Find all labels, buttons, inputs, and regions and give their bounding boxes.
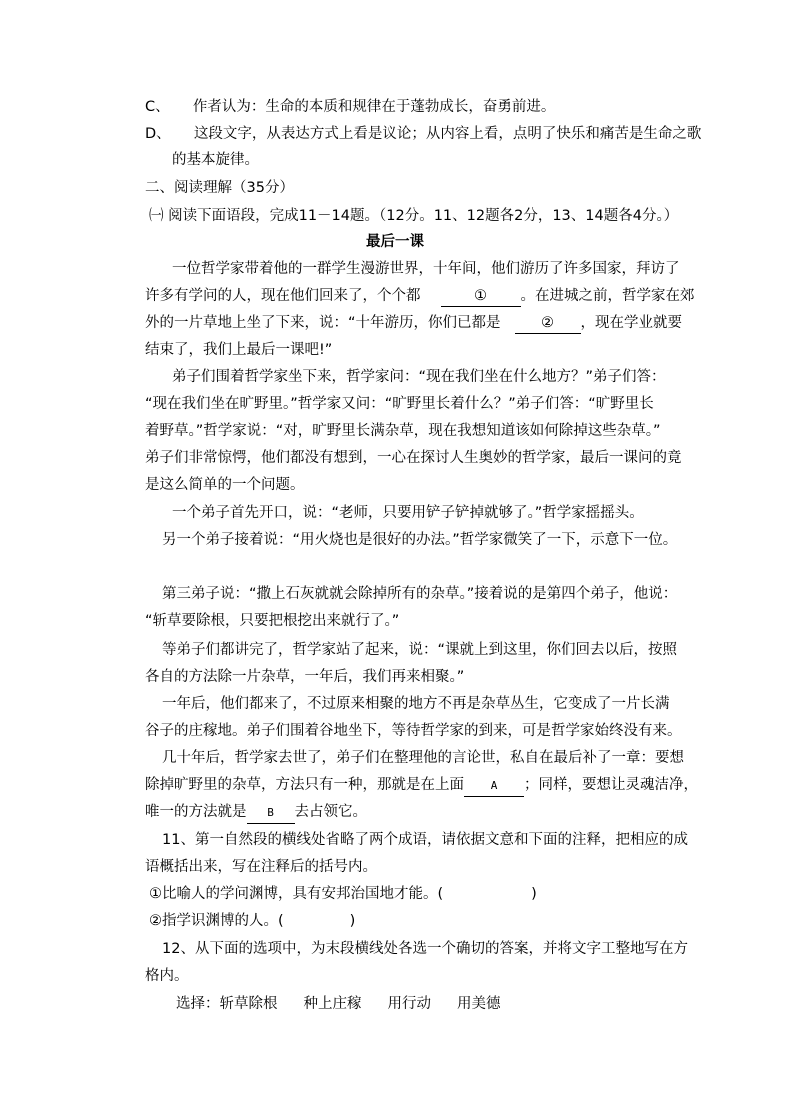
blank-1[interactable]: ① [441, 286, 521, 307]
paragraph-6-line-2: 各自的方法除一片杂草，一年后，我们再来相聚。” [145, 669, 465, 685]
paragraph-2-line-1: 弟子们围着哲学家坐下来，哲学家问：“现在我们坐在什么地方？”弟子们答： [172, 369, 666, 385]
option-c-text: 作者认为：生命的本质和规律在于蓬勃成长，奋勇前进。 [192, 99, 556, 115]
paragraph-7-line-2: 谷子的庄稼地。弟子们围着谷地坐下，等待哲学家的到来，可是哲学家始终没有来。 [145, 723, 682, 739]
paragraph-8-line-3: 唯一的方法就是 B 去占领它。 [145, 802, 367, 824]
article-title: 最后一课 [366, 234, 424, 250]
paragraph-8-line-1: 几十年后，哲学家去世了，弟子们在整理他的言论世，私自在最后补了一章：要想 [162, 750, 684, 766]
blank-a[interactable]: A [464, 776, 524, 797]
choices-row [176, 994, 501, 1014]
choice-item: 种上庄稼 [303, 996, 362, 1012]
choice-item: 斩草除根 [219, 996, 278, 1012]
paragraph-5-line-2: “斩草要除根，只要把根挖出来就行了。” [145, 613, 400, 629]
choices-label: 选择： [176, 996, 220, 1012]
question-12-line-1: 12、从下面的选项中，为末段横线处各选一个确切的答案，并将文字工整地写在方 [162, 941, 688, 957]
paragraph-4: 另一个弟子接着说：“用火烧也是很好的办法。”哲学家微笑了一下，示意下一位。 [162, 532, 678, 548]
question-11-item-2: ②指学识渊博的人。( ) [149, 913, 356, 929]
paragraph-6-line-1: 等弟子们都讲完了，哲学家站了起来，说：“课就上到这里，你们回去以后，按照 [162, 642, 678, 658]
question-11-line-1: 11、第一自然段的横线处省略了两个成语，请依据文意和下面的注释，把相应的成 [162, 832, 688, 848]
paragraph-1-line-4: 结束了，我们上最后一课吧!” [145, 342, 333, 358]
section-heading: 二、阅读理解（35分） [145, 180, 294, 196]
paragraph-5-line-1: 第三弟子说：“撒上石灰就就会除掉所有的杂草。”接着说的是第四个弟子，他说： [162, 586, 678, 602]
option-d-text-1: 这段文字，从表达方式上看是议论；从内容上看，点明了快乐和痛苦是生命之歌 [193, 126, 702, 142]
section-subheading: ㈠ 阅读下面语段，完成11－14题。（12分。11、12题各2分，13、14题各4分。） [149, 208, 679, 224]
question-12-line-2: 格内。 [145, 968, 189, 984]
paragraph-2-line-3: 着野草。”哲学家说：“对，旷野里长满杂草，现在我想知道该如何除掉这些杂草。” [145, 423, 661, 439]
question-11-item-1: ①比喻人的学问渊博，具有安邦治国地才能。( ) [149, 886, 537, 902]
option-c [145, 97, 555, 117]
option-d-label: D、 [145, 126, 171, 142]
paragraph-1-line-3: 外的一片草地上坐了下来，说：“十年游历，你们已都是 ② ，现在学业就要 [145, 313, 682, 334]
paragraph-2-line-5: 是这么简单的一个问题。 [145, 477, 305, 493]
paragraph-3: 一个弟子首先开口，说：“老师，只要用铲子铲掉就够了。”哲学家摇摇头。 [172, 505, 644, 521]
blank-b[interactable]: B [247, 803, 295, 824]
option-d-continued: 的基本旋律。 [172, 152, 259, 168]
paragraph-7-line-1: 一年后，他们都来了，不过原来相聚的地方不再是杂草丛生，它变成了一片长满 [162, 696, 670, 712]
paragraph-8-line-2: 除掉旷野里的杂草，方法只有一种，那就是在上面 A ；同样，要想让灵魂洁净， [145, 775, 698, 797]
choice-item: 用行动 [387, 996, 431, 1012]
option-d [145, 124, 701, 144]
paragraph-1-line-2: 许多有学问的人，现在他们回来了，个个都 ① 。在进城之前，哲学家在郊 [145, 286, 695, 307]
paragraph-2-line-4: 弟子们非常惊愕，他们都没有想到，一心在探讨人生奥妙的哲学家，最后一课问的竟 [145, 450, 682, 466]
blank-2[interactable]: ② [515, 313, 581, 334]
choice-item: 用美德 [457, 996, 501, 1012]
paragraph-1-line-1: 一位哲学家带着他的一群学生漫游世界，十年间，他们游历了许多国家，拜访了 [172, 261, 680, 277]
option-c-label: C、 [145, 99, 170, 115]
question-11-line-2: 语概括出来，写在注释后的括号内。 [145, 859, 377, 875]
paragraph-2-line-2: “现在我们坐在旷野里。”哲学家又问：“旷野里长着什么？”弟子们答：“旷野里长 [145, 396, 654, 412]
